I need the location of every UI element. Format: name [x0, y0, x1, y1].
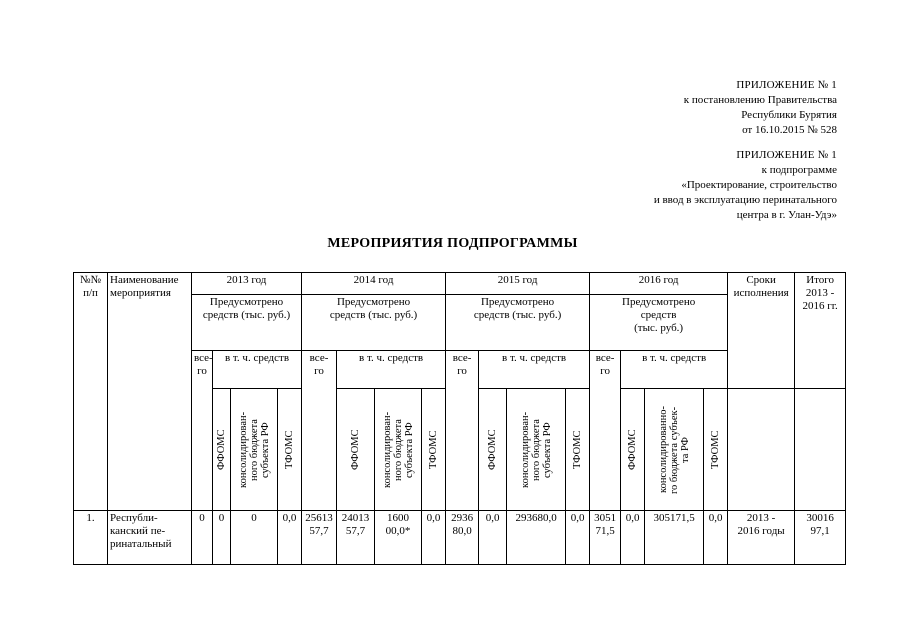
appendix-2-line: центра в г. Улан-Удэ» — [736, 209, 837, 221]
value-2013-budget: 0 — [231, 511, 278, 565]
row-name: Республи- канский пе- ринатальный — [108, 511, 192, 565]
value-2015-ffoms: 0,0 — [479, 511, 507, 565]
value-2013-total: 0 — [192, 511, 213, 565]
value-2016-total: 3051 71,5 — [590, 511, 621, 565]
tfoms-header-cell — [566, 389, 590, 511]
measures-table — [73, 272, 846, 565]
ffoms-header-cell — [479, 389, 507, 511]
funding-header: Предусмотрено средств (тыс. руб.) — [192, 295, 302, 351]
value-2016-tfoms: 0,0 — [704, 511, 728, 565]
total-subheader: все- го — [302, 351, 337, 511]
row-number: 1. — [74, 511, 108, 565]
col-header-terms: Сроки исполнения — [728, 273, 795, 389]
ffoms-header: ФФОМС — [627, 429, 639, 470]
appendix-1-line: к постановлению Правительства — [683, 94, 837, 106]
value-2013-ffoms: 0 — [213, 511, 231, 565]
terms-spacer — [728, 389, 795, 511]
col-header-name: Наименование мероприятия — [108, 273, 192, 511]
budget-header: консолидированно- го бюджета субъек- та РФ — [657, 405, 691, 494]
appendix-1-header — [684, 78, 837, 138]
budget-header: консолидирован- ного бюджета субъекта РФ — [237, 411, 271, 488]
value-2016-ffoms: 0,0 — [621, 511, 645, 565]
value-2014-ffoms: 24013 57,7 — [337, 511, 375, 565]
year-header: 2014 год — [302, 273, 446, 295]
value-grand-total: 30016 97,1 — [795, 511, 846, 565]
appendix-1-line: от 16.10.2015 № 528 — [742, 124, 837, 136]
appendix-2-line: к подпрограмме — [761, 164, 837, 176]
funding-header: Предусмотрено средств (тыс. руб.) — [302, 295, 446, 351]
value-2014-tfoms: 0,0 — [422, 511, 446, 565]
year-header: 2015 год — [446, 273, 590, 295]
col-header-number: №№ п/п — [74, 273, 108, 511]
ffoms-header: ФФОМС — [216, 429, 227, 470]
ffoms-header-cell — [337, 389, 375, 511]
tfoms-header-cell — [704, 389, 728, 511]
ffoms-header: ФФОМС — [487, 429, 499, 470]
ffoms-header-cell — [213, 389, 231, 511]
funding-header: Предусмотрено средств (тыс. руб.) — [446, 295, 590, 351]
value-2015-budget: 293680,0 — [507, 511, 566, 565]
value-2014-total: 25613 57,7 — [302, 511, 337, 565]
value-2013-tfoms: 0,0 — [278, 511, 302, 565]
document-title: МЕРОПРИЯТИЯ ПОДПРОГРАММЫ — [327, 236, 578, 251]
budget-header: консолидирован- ного бюджета субъекта РФ — [381, 411, 415, 488]
value-terms: 2013 - 2016 годы — [728, 511, 795, 565]
total-spacer — [795, 389, 846, 511]
col-header-total: Итого 2013 - 2016 гг. — [795, 273, 846, 389]
budget-header-cell — [375, 389, 422, 511]
tfoms-header: ТФОМС — [572, 430, 584, 469]
tfoms-header-cell — [278, 389, 302, 511]
ffoms-header-cell — [621, 389, 645, 511]
total-subheader: все- го — [590, 351, 621, 511]
funding-header: Предусмотрено средств (тыс. руб.) — [590, 295, 728, 351]
value-2014-budget: 1600 00,0* — [375, 511, 422, 565]
total-subheader: все- го — [192, 351, 213, 511]
appendix-1-title: ПРИЛОЖЕНИЕ № 1 — [736, 79, 837, 91]
year-header: 2016 год — [590, 273, 728, 295]
tfoms-header: ТФОМС — [710, 430, 722, 469]
value-2015-tfoms: 0,0 — [566, 511, 590, 565]
tfoms-header-cell — [422, 389, 446, 511]
including-subheader: в т. ч. средств — [621, 351, 728, 389]
appendix-2-line: «Проектирование, строительство — [681, 179, 837, 191]
ffoms-header: ФФОМС — [350, 429, 362, 470]
including-subheader: в т. ч. средств — [213, 351, 302, 389]
value-2015-total: 2936 80,0 — [446, 511, 479, 565]
budget-header: консолидирован- ного бюджета субъекта РФ — [519, 411, 553, 488]
including-subheader: в т. ч. средств — [337, 351, 446, 389]
including-subheader: в т. ч. средств — [479, 351, 590, 389]
budget-header-cell — [231, 389, 278, 511]
budget-header-cell — [645, 389, 704, 511]
appendix-2-header — [654, 148, 837, 223]
appendix-2-line: и ввод в эксплуатацию перинатального — [653, 194, 837, 206]
appendix-2-title: ПРИЛОЖЕНИЕ № 1 — [736, 149, 837, 161]
budget-header-cell — [507, 389, 566, 511]
value-2016-budget: 305171,5 — [645, 511, 704, 565]
appendix-1-line: Республики Бурятия — [741, 109, 837, 121]
tfoms-header: ТФОМС — [428, 430, 440, 469]
year-header: 2013 год — [192, 273, 302, 295]
tfoms-header: ТФОМС — [284, 430, 296, 469]
total-subheader: все- го — [446, 351, 479, 511]
table-row — [74, 511, 846, 565]
